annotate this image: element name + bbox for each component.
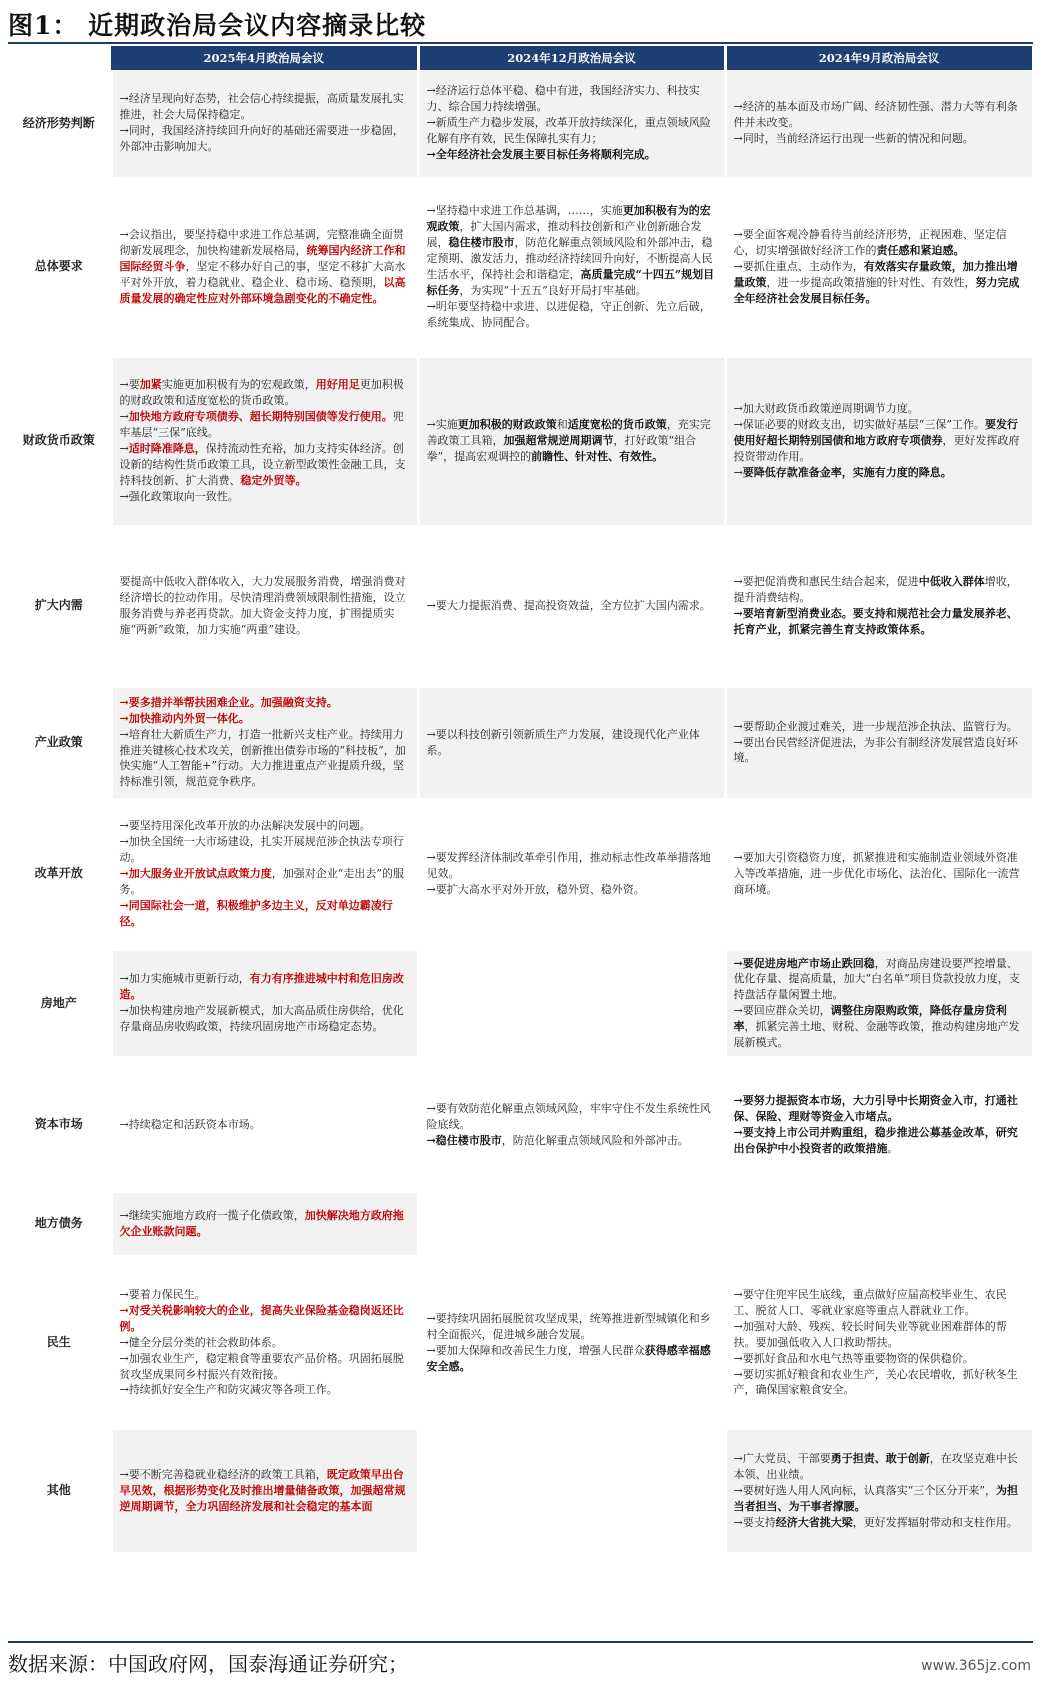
body-text: →加强对大龄、残疾、较长时间失业等就业困难群体的帮扶。要加强低收入人口救助帮扶。 xyxy=(733,1319,1007,1349)
bullet-item xyxy=(120,1382,411,1398)
body-text: →要加大保障和改善民生力度，增强人民群众 xyxy=(426,1343,645,1357)
highlight-red-text: 加快解决地方政府拖欠企业账款问题。 xyxy=(119,1209,404,1239)
bullet-item xyxy=(120,898,411,930)
body-text: →要抓住重点、主动作为， xyxy=(733,260,864,274)
body-text: →要树好选人用人风向标，认真落实“三个区分开来”， xyxy=(733,1484,996,1498)
bullet-item xyxy=(734,606,1026,638)
body-text: →经济呈现向好态势，社会信心持续提振，高质量发展扎实推进，社会大局保持稳定。 xyxy=(119,92,404,122)
body-text: →会议指出，要坚持稳中求进工作总基调，完整准确全面贯彻新发展理念，加快构建新发展格局， xyxy=(119,228,404,258)
bullet-item xyxy=(120,441,411,489)
table-cell xyxy=(418,686,725,799)
body-text: →要有效防范化解重点领域风险，牢牢守住不发生系统性风险底线。 xyxy=(426,1101,711,1131)
row-label: 地方债务 xyxy=(8,1192,111,1257)
bullet-item xyxy=(734,574,1026,606)
body-text: →加力实施城市更新行动， xyxy=(119,972,250,986)
figure-title: 图1： 近期政治局会议内容摘录比较 xyxy=(8,11,427,40)
body-text: → xyxy=(733,465,743,479)
body-text: →要回应群众关切， xyxy=(733,1004,831,1018)
bullet-item xyxy=(734,1319,1026,1351)
title-rule xyxy=(8,42,1033,44)
bullet-item xyxy=(120,727,411,791)
body-text: →要着力保民生。 xyxy=(119,1287,206,1301)
highlight-red-text: 用好用足 xyxy=(315,378,360,392)
bullet-item xyxy=(427,299,718,331)
body-text: ，进一步提高政策措施的针对性、有效性， xyxy=(766,275,976,289)
bold-text: →全年经济社会发展主要目标任务将顺利完成。 xyxy=(426,148,656,162)
row-label: 其他 xyxy=(8,1429,111,1554)
row-label: 扩大内需 xyxy=(8,526,111,686)
body-text: ，充实完善政策工具箱， xyxy=(426,418,711,448)
body-text: →经济运行总体平稳、稳中有进，我国经济实力、科技实力、综合国力持续增强。 xyxy=(426,84,700,114)
bullet-item xyxy=(120,123,411,155)
bold-text: 中低收入群体 xyxy=(918,575,985,589)
bullet-item xyxy=(734,1125,1026,1157)
watermark: www.365jz.com xyxy=(921,1658,1031,1674)
body-text: →要切实抓好粮食和农业生产，关心农民增收，抓好秋冬生产，确保国家粮食安全。 xyxy=(733,1367,1018,1397)
table-row xyxy=(8,70,1033,178)
table-cell xyxy=(725,949,1033,1058)
table-cell xyxy=(725,799,1033,949)
bold-text: 适度宽松的货币政策 xyxy=(567,418,667,432)
column-header-2025-04: 2025年4月政治局会议 xyxy=(111,46,418,70)
body-text: →加快全国统一大市场建设，扎实开展规范涉企执法专项行动。 xyxy=(119,835,404,865)
bullet-item xyxy=(120,91,411,123)
highlight-red-text: 统筹国内经济工作和国际经贸斗争 xyxy=(119,244,406,274)
row-label: 改革开放 xyxy=(8,799,111,949)
body-text: →实施 xyxy=(426,418,458,432)
body-text: ，扩大国内需求，推动科技创新和产业创新融合发展， xyxy=(426,220,702,250)
table-cell xyxy=(418,1058,725,1192)
highlight-red-text: →加快推动内外贸一体化。 xyxy=(119,711,250,725)
body-text: 要提高中低收入群体收入，大力发展服务消费，增强消费对经济增长的拉动作用。尽快清理消费领域限制性措施，设立服务消费与养老再贷款。加大资金支持力度，扩围提质实施“两新”政策，加力实施“两重”建设。 xyxy=(119,575,406,636)
bullet-item xyxy=(734,1287,1026,1319)
table-cell xyxy=(418,799,725,949)
body-text: →加大财政货币政策逆周期调节力度。 xyxy=(733,402,919,416)
body-text: →加快构建房地产发展新模式，加大高品质住房供给，优化存量商品房收购政策，持续巩固房地产市场稳定态势。 xyxy=(119,1004,404,1034)
body-text: →要支持 xyxy=(733,1516,776,1530)
body-text: →培育壮大新质生产力，打造一批新兴支柱产业。持续用力推进关键核心技术攻关，创新推出债券市场的“科技板”，加快实施“人工智能+”行动。大力推进重点产业提质升级，坚持标准引领，规范竞争秩序。 xyxy=(119,727,406,789)
table-row xyxy=(8,1257,1033,1429)
bullet-item xyxy=(120,1335,411,1351)
row-label: 资本市场 xyxy=(8,1058,111,1192)
bullet-item xyxy=(734,1351,1026,1367)
body-text: →要全面客观冷静看待当前经济形势，正视困难、坚定信心，切实增强做好经济工作的 xyxy=(733,228,1007,258)
row-label: 产业政策 xyxy=(8,686,111,799)
bullet-item xyxy=(427,417,718,465)
bullet-item xyxy=(427,850,718,882)
body-text: →持续稳定和活跃资本市场。 xyxy=(119,1117,261,1131)
bold-text: →要培育新型消费业态。要支持和规范社会力量发展养老、托育产业，抓紧完善生育支持政策体系。 xyxy=(733,607,1018,636)
table-cell xyxy=(418,1192,725,1257)
body-text: →新质生产力稳步发展，改革开放持续深化，重点领域风险化解有序有效，民生保障扎实有力； xyxy=(426,116,711,146)
table-cell xyxy=(418,949,725,1058)
body-text: 增收，提升消费结构。 xyxy=(733,575,1018,605)
body-text: →同时，我国经济持续回升向好的基础还需要进一步稳固，外部冲击影响加大。 xyxy=(119,124,404,154)
bold-text: 稳住楼市股市 xyxy=(448,236,515,250)
bullet-item xyxy=(427,147,718,163)
table-cell xyxy=(725,178,1033,356)
highlight-red-text: →加大服务业开放试点政策力度 xyxy=(119,867,272,881)
body-text: →持续抓好安全生产和防灾减灾等各项工作。 xyxy=(119,1383,338,1397)
bold-text: 高质量完成“十四五”规划目标任务 xyxy=(426,268,715,297)
table-cell xyxy=(725,356,1033,526)
body-text: →要发挥经济体制改革牵引作用，推动标志性改革举措落地见效。 xyxy=(426,851,711,881)
bold-text: 调整住房限购政策，降低存量房贷利率 xyxy=(733,1004,1007,1034)
body-text: →要守住兜牢民生底线，重点做好应届高校毕业生、农民工、脱贫人口、零就业家庭等重点人群就业工作。 xyxy=(733,1287,1007,1317)
comparison-table xyxy=(8,46,1035,1555)
bullet-item xyxy=(120,489,411,505)
header-row xyxy=(8,46,1033,70)
corner-cell xyxy=(8,46,111,70)
body-text: →要帮助企业渡过难关，进一步规范涉企执法、监管行为。 xyxy=(733,719,1018,733)
body-text: →要不断完善稳就业稳经济的政策工具箱， xyxy=(119,1468,327,1482)
highlight-red-text: 加紧 xyxy=(139,378,162,392)
bold-text: 要发行使用好超长期特别国债和地方政府专项债券 xyxy=(733,418,1018,448)
source-note: 数据来源：中国政府网，国泰海通证券研究； xyxy=(8,1652,408,1676)
bullet-item xyxy=(734,735,1026,767)
bullet-item xyxy=(427,882,718,898)
body-text: ，坚定不移办好自己的事，坚定不移扩大高水平对外开放，着力稳就业、稳企业、稳市场、稳预期， xyxy=(119,260,406,289)
table-body xyxy=(8,70,1033,1554)
bold-text: 经济大省挑大梁 xyxy=(775,1516,853,1530)
table-row xyxy=(8,178,1033,356)
bullet-item xyxy=(120,409,411,441)
body-text: →继续实施地方政府一揽子化债政策， xyxy=(119,1209,305,1223)
table-cell xyxy=(111,70,418,178)
body-text: ，防范化解重点领域风险和外部冲击，稳定预期、激发活力，推动经济持续回升向好，不断提高人民生活水平，保持社会和谐稳定， xyxy=(426,236,713,281)
row-label: 经济形势判断 xyxy=(8,70,111,178)
bold-text: 更加积极的财政政策 xyxy=(457,418,557,432)
body-text: →同时，当前经济运行出现一些新的情况和问题。 xyxy=(733,132,974,146)
highlight-red-text: 有力有序推进城中村和危旧房改造。 xyxy=(119,972,404,1002)
table-row xyxy=(8,799,1033,949)
bullet-item xyxy=(734,1451,1026,1483)
bullet-item xyxy=(120,1208,411,1240)
body-text: 兜牢基层“三保”底线。 xyxy=(119,410,404,440)
bullet-item xyxy=(734,1003,1026,1051)
body-text: →要坚持用深化改革开放的办法解决发展中的问题。 xyxy=(119,819,371,833)
highlight-red-text: 既定政策早出台早见效，根据形势变化及时推出增量储备政策，加强超常规逆周期调节，全力巩固经济发展和社会稳定的基本面 xyxy=(119,1468,406,1514)
body-text: ，防范化解重点领域风险和外部冲击。 xyxy=(501,1133,689,1147)
bullet-item xyxy=(120,377,411,409)
body-text: ，加强对企业“走出去”的服务。 xyxy=(119,867,404,896)
bullet-item xyxy=(427,1343,718,1375)
bullet-item xyxy=(120,1003,411,1035)
body-text: →坚持稳中求进工作总基调，……，实施 xyxy=(426,204,623,218)
body-text: ，抓紧完善土地、财税、金融等政策，推动构建房地产发展新模式。 xyxy=(733,1020,1020,1050)
body-text: 和 xyxy=(556,418,568,432)
highlight-red-text: →对受关税影响较大的企业，提高失业保险基金稳岗返还比例。 xyxy=(119,1303,404,1333)
body-text: →要抓好食品和水电气热等重要物资的保供稳价。 xyxy=(733,1351,974,1365)
bold-text: →要支持上市公司并购重组，稳步推进公募基金改革，研究出台保护中小投资者的政策措施 xyxy=(733,1125,1018,1155)
table-row xyxy=(8,949,1033,1058)
bold-text: 为担当者担当、为干事者撑腰。 xyxy=(733,1484,1018,1514)
table-cell xyxy=(418,1429,725,1554)
table-row xyxy=(8,356,1033,526)
bullet-item xyxy=(734,99,1026,131)
body-text: →明年要坚持稳中求进、以进促稳，守正创新、先立后破，系统集成、协同配合。 xyxy=(426,299,711,329)
table-row xyxy=(8,1058,1033,1192)
table-row xyxy=(8,526,1033,686)
table-cell xyxy=(111,686,418,799)
table-cell xyxy=(418,356,725,526)
footer-rule xyxy=(8,1641,1033,1643)
bullet-item xyxy=(427,598,718,614)
bullet-item xyxy=(120,1287,411,1303)
bullet-item xyxy=(734,1093,1026,1125)
bullet-item xyxy=(734,1367,1026,1399)
highlight-red-text: 稳定外贸等。 xyxy=(240,473,307,487)
bullet-item xyxy=(734,401,1026,417)
bold-text: 更加积极有为的宏观政策 xyxy=(426,204,711,234)
table-cell xyxy=(111,1429,418,1554)
table-cell xyxy=(725,1429,1033,1554)
table-row xyxy=(8,686,1033,799)
table-cell xyxy=(111,799,418,949)
bullet-item xyxy=(120,866,411,898)
table-cell xyxy=(111,1192,418,1257)
bullet-item xyxy=(734,956,1026,1004)
highlight-red-text: 以高质量发展的确定性应对外部环境急剧变化的不确定性。 xyxy=(119,275,406,305)
bold-text: →稳住楼市股市 xyxy=(426,1133,502,1147)
row-label: 民生 xyxy=(8,1257,111,1429)
bold-text: 要降低存款准备金率，实施有力度的降息。 xyxy=(742,465,952,479)
table-cell xyxy=(725,1257,1033,1429)
bullet-item xyxy=(427,203,718,299)
row-label: 房地产 xyxy=(8,949,111,1058)
body-text: →要扩大高水平对外开放，稳外贸、稳外资。 xyxy=(426,882,645,896)
body-text: ，更好发挥政府投资带动作用。 xyxy=(733,434,1020,463)
bold-text: 获得感幸福感安全感。 xyxy=(426,1343,711,1373)
table-cell xyxy=(111,1058,418,1192)
table-cell xyxy=(111,526,418,686)
bold-text: 有效落实存量政策，加力推出增量政策 xyxy=(733,260,1018,289)
bullet-item xyxy=(120,1467,411,1515)
bold-text: →要努力提振资本市场，大力引导中长期资金入市，打通社保、保险、理财等资金入市堵点。 xyxy=(733,1093,1018,1123)
bullet-item xyxy=(427,115,718,147)
body-text: 。 xyxy=(887,1141,899,1155)
column-header-2024-12: 2024年12月政治局会议 xyxy=(418,46,725,70)
body-text: →要持续巩固拓展脱贫攻坚成果，统筹推进新型城镇化和乡村全面振兴，促进城乡融合发展。 xyxy=(426,1311,711,1341)
bullet-item xyxy=(734,259,1026,307)
body-text: ，打好政策“组合拳”，提高宏观调控的 xyxy=(426,434,697,463)
body-text: →加强农业生产，稳定粮食等重要农产品价格。巩固拓展脱贫攻坚成果同乡村振兴有效衔接。 xyxy=(119,1351,404,1381)
body-text: 保持流动性充裕，加力支持实体经济。创设新的结构性货币政策工具，设立新型政策性金融工具，支持科技创新、扩大消费、 xyxy=(119,442,406,487)
body-text: →要加大引资稳资力度，抓紧推进和实施制造业领域外资准入等改革措施，进一步优化市场化、法治化、国际化一流营商环境。 xyxy=(733,851,1020,896)
bullet-item xyxy=(120,227,411,307)
body-text: ，在攻坚克难中长本领、出业绩。 xyxy=(733,1452,1018,1482)
table-row xyxy=(8,1192,1033,1257)
bold-text: 前瞻性、针对性、有效性。 xyxy=(531,449,664,463)
body-text: →要大力提振消费、提高投资效益，全方位扩大国内需求。 xyxy=(426,599,711,613)
table-cell xyxy=(725,686,1033,799)
body-text: →经济的基本面及市场广阔、经济韧性强、潜力大等有利条件并未改变。 xyxy=(733,100,1018,130)
body-text: →要 xyxy=(119,378,140,392)
body-text: ，对商品房建设要严控增量、优化存量、提高质量，加大“白名单”项目贷款投放力度，支持盘活存量闲置土地。 xyxy=(733,956,1020,1002)
table-cell xyxy=(111,949,418,1058)
column-header-2024-09: 2024年9月政治局会议 xyxy=(725,46,1033,70)
table-cell xyxy=(111,178,418,356)
table-cell xyxy=(725,70,1033,178)
bullet-item xyxy=(734,1515,1026,1531)
bullet-item xyxy=(120,695,411,711)
bullet-item xyxy=(734,850,1026,898)
table-cell xyxy=(418,178,725,356)
bullet-item xyxy=(734,719,1026,735)
body-text: →要以科技创新引领新质生产力发展，建设现代化产业体系。 xyxy=(426,727,700,757)
row-label: 财政货币政策 xyxy=(8,356,111,526)
body-text: → xyxy=(119,442,129,455)
bullet-item xyxy=(120,1117,411,1133)
body-text: →强化政策取向一致性。 xyxy=(119,489,239,503)
bold-text: 努力完成全年经济社会发展目标任务。 xyxy=(733,275,1020,305)
body-text: 实施更加积极有为的宏观政策， xyxy=(161,378,316,392)
bullet-item xyxy=(734,417,1026,465)
body-text: ，更好发挥辐射带动和支柱作用。 xyxy=(852,1516,1018,1530)
body-text: →要出台民营经济促进法，为非公有制经济发展营造良好环境。 xyxy=(733,735,1018,765)
body-text: → xyxy=(119,410,129,424)
bullet-item xyxy=(734,227,1026,259)
body-text: 更加积极的财政政策和适度宽松的货币政策。 xyxy=(119,378,404,408)
bullet-item xyxy=(120,574,411,638)
bullet-item xyxy=(120,834,411,866)
body-text: →健全分层分类的社会救助体系。 xyxy=(119,1335,283,1349)
table-cell xyxy=(418,1257,725,1429)
body-text: →广大党员、干部要 xyxy=(733,1452,831,1466)
bold-text: →要促进房地产市场止跌回稳 xyxy=(733,956,875,970)
table-row xyxy=(8,1429,1033,1554)
body-text: →要把促消费和惠民生结合起来，促进 xyxy=(733,575,919,589)
bullet-item xyxy=(427,1133,718,1149)
bullet-item xyxy=(427,83,718,115)
highlight-red-text: 适时降准降息， xyxy=(128,442,206,455)
bullet-item xyxy=(120,1303,411,1335)
bullet-item xyxy=(427,1311,718,1343)
bullet-item xyxy=(120,1351,411,1383)
table-cell xyxy=(111,1257,418,1429)
bullet-item xyxy=(120,818,411,834)
row-label: 总体要求 xyxy=(8,178,111,356)
bullet-item xyxy=(427,727,718,759)
table-cell xyxy=(111,356,418,526)
bullet-item xyxy=(120,971,411,1003)
bold-text: 加强超常规逆周期调节 xyxy=(503,434,614,448)
table-cell xyxy=(418,70,725,178)
bullet-item xyxy=(734,131,1026,147)
bullet-item xyxy=(427,1101,718,1133)
bullet-item xyxy=(120,711,411,727)
bold-text: 责任感和紧迫感。 xyxy=(876,244,965,258)
table-cell xyxy=(418,526,725,686)
body-text: ，为实现“十五五”良好开局打牢基础。 xyxy=(459,283,647,297)
body-text: →保证必要的财政支出，切实做好基层“三保”工作。 xyxy=(733,418,985,432)
highlight-red-text: →同国际社会一道，积极维护多边主义，反对单边霸凌行径。 xyxy=(119,898,393,928)
highlight-red-text: →要多措并举帮扶困难企业。加强融资支持。 xyxy=(119,695,338,709)
bullet-item xyxy=(734,465,1026,481)
highlight-red-text: 加快地方政府专项债券、超长期特别国债等发行使用。 xyxy=(128,410,393,424)
table-cell xyxy=(725,1058,1033,1192)
table-cell xyxy=(725,1192,1033,1257)
bold-text: 勇于担责、敢于创新 xyxy=(830,1452,930,1466)
bullet-item xyxy=(734,1483,1026,1515)
table-cell xyxy=(725,526,1033,686)
